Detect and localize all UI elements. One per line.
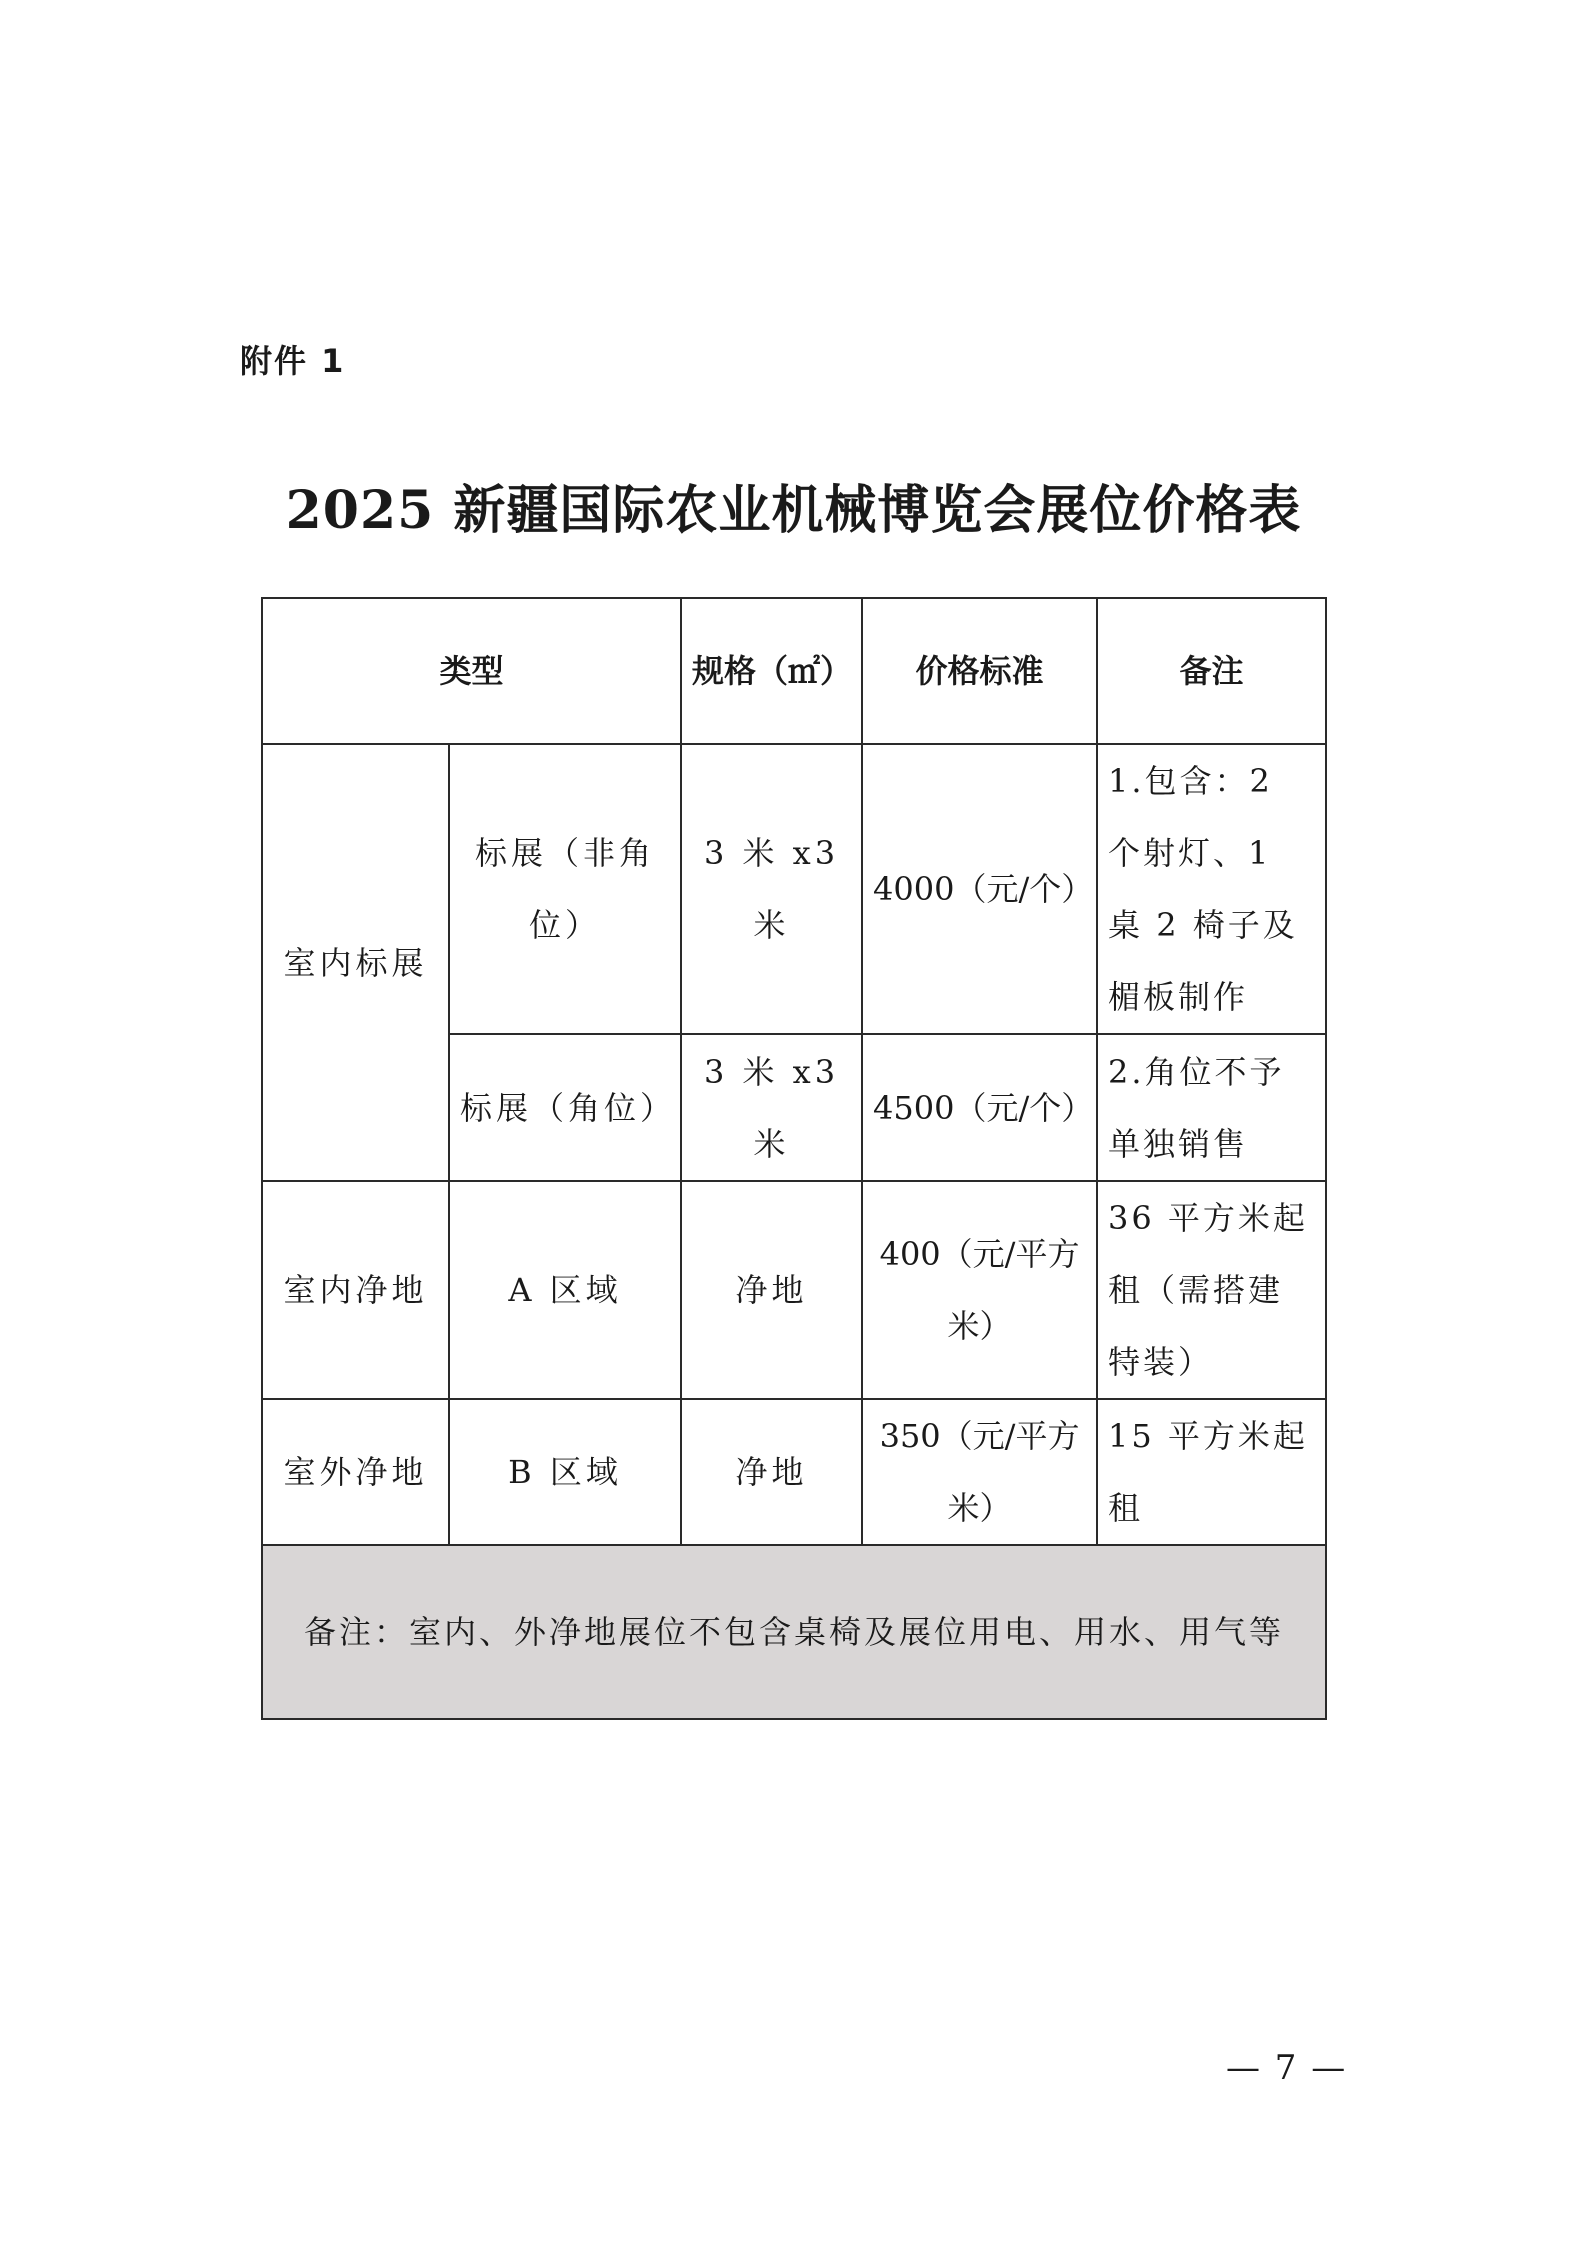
spec-cell: 3 米 x3 米 (681, 1034, 862, 1181)
subtype-cell: B 区域 (449, 1399, 681, 1545)
column-header-type: 类型 (262, 598, 681, 744)
table-row (262, 744, 1326, 1034)
table-row (262, 1399, 1326, 1545)
spec-cell: 3 米 x3 米 (681, 744, 862, 1034)
spec-cell: 净地 (681, 1181, 862, 1399)
remark-cell: 1.包含：2 个射灯、1 桌 2 椅子及楣板制作 (1097, 744, 1326, 1034)
table-footer-note: 备注：室内、外净地展位不包含桌椅及展位用电、用水、用气等 (262, 1545, 1326, 1719)
column-header-remark: 备注 (1097, 598, 1326, 744)
column-header-spec: 规格（㎡） (681, 598, 862, 744)
remark-cell: 36 平方米起租（需搭建特装） (1097, 1181, 1326, 1399)
subtype-cell: 标展（非角位） (449, 744, 681, 1034)
table-row (262, 1181, 1326, 1399)
page-number: — 7 — (1226, 2048, 1348, 2088)
column-header-price: 价格标准 (862, 598, 1097, 744)
remark-cell: 2.角位不予单独销售 (1097, 1034, 1326, 1181)
table-header-row (262, 598, 1326, 744)
spec-cell: 净地 (681, 1399, 862, 1545)
category-cell: 室内净地 (262, 1181, 449, 1399)
subtype-cell: A 区域 (449, 1181, 681, 1399)
subtype-cell: 标展（角位） (449, 1034, 681, 1181)
attachment-label: 附件 1 (240, 342, 346, 380)
category-cell: 室外净地 (262, 1399, 449, 1545)
price-cell: 400（元/平方米） (862, 1181, 1097, 1399)
table-footer-row (262, 1545, 1326, 1719)
page-title: 2025 新疆国际农业机械博览会展位价格表 (285, 480, 1302, 541)
category-cell: 室内标展 (262, 744, 449, 1181)
price-cell: 4000（元/个） (862, 744, 1097, 1034)
price-table (261, 597, 1327, 1720)
price-cell: 350（元/平方米） (862, 1399, 1097, 1545)
price-cell: 4500（元/个） (862, 1034, 1097, 1181)
remark-cell: 15 平方米起租 (1097, 1399, 1326, 1545)
